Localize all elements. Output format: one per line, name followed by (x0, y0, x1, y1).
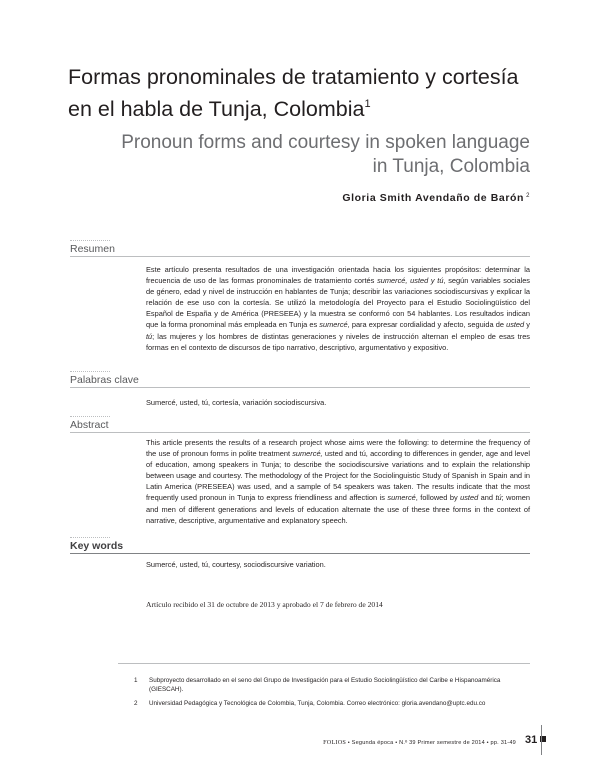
abstract-text-3b: and (478, 493, 496, 503)
key-words-text: Sumercé, usted, tú, courtesy, sociodiscursive variation. (146, 560, 326, 569)
abstract-heading: Abstract (70, 419, 530, 433)
page-number (525, 734, 546, 746)
resumen-text-2: , según variables sociales de género, edad y nivel de instrucción en hablantes de Tunja; describir las variaciones sociodiscursivas y explicar la relación de ese uso con la cortesía. Se utilizó la metodología del Proyecto para el Estudio Sociolingüístico del Español de España y de América (PRESEEA) y la muestra se conformó con 54 hablantes. Los resultados indican que la forma pronominal más empleada en Tunja es (146, 276, 530, 330)
abstract-text-2: usted and tú, according to differences in gender, age and level of education, among speakers in Tunja; to describe the sociodiscursive variations and to explain the relationship between usage and courtesy. The methodology of the Project for the Sociolinguistic Study of Spanish in Spain and in Latin America (PRESEEA) was used, and a sample of 54 speakers was taken. The results indicate that the most frequently used pronoun in Tunja to express friendliness and affection is (146, 449, 530, 503)
article-title (68, 64, 538, 123)
title-footnote-ref[interactable]: 1 (364, 98, 371, 110)
article-subtitle: Pronoun forms and courtesy in spoken language in Tunja, Colombia (121, 132, 530, 177)
palabras-clave-heading: Palabras clave (70, 374, 530, 388)
abstract-text-3: , followed by (415, 493, 461, 503)
abstract-text-4: ; women and men of different generations and levels of education alternate the use of these three forms in the context of narrative, descriptive, argumentative and explanatory speech. (146, 493, 530, 525)
resumen-em-3: usted (506, 320, 525, 330)
author-name: Gloria Smith Avendaño de Barón (342, 192, 525, 204)
footer-vertical-rule (541, 725, 542, 755)
footnote-number: 1 (134, 677, 138, 684)
footnote-divider (118, 663, 530, 664)
resumen-text-1: Este artículo presenta resultados de una investigación orientada hacia los siguientes propósitos: determinar la frecuencia de uso de las formas pronominales de tratamiento cortés (146, 265, 530, 286)
footnote-text[interactable]: Universidad Pedagógica y Tecnológica de Colombia, Tunja, Colombia. Correo electrónico: gloria.avendano@uptc.edu.co (149, 700, 486, 707)
key-words-heading: Key words (70, 540, 530, 554)
footnote-number: 2 (134, 700, 138, 707)
journal-details: • Segunda época • N.º 39 Primer semestre de 2014 • pp. 31-49 (346, 740, 516, 746)
resumen-em-3b: tú (146, 331, 153, 341)
resumen-heading: Resumen (70, 243, 530, 257)
journal-footer (323, 739, 516, 746)
footnote-text: Subproyecto desarrollado en el seno del Grupo de Investigación para el Estudio Sociolingüístico del Caribe e Hispanoamérica (GIESCAH). (149, 677, 501, 693)
abstract-em-3: usted (460, 493, 479, 503)
abstract-text-1: This article presents the results of a research project whose aims were the following: to determine the frequency of the use of pronoun forms in polite treatment (146, 438, 530, 459)
resumen-text-4: ; las mujeres y los hombres de distintas generaciones y niveles de instrucción alternan el empleo de esas tres formas en el contexto de discursos de tipo narrativo, descriptivo, argumentativo y expositivo. (146, 331, 530, 352)
abstract-em-2: sumercé (387, 493, 416, 503)
resumen-em-1: sumercé, usted y tú (377, 276, 444, 286)
article-title-text: Formas pronominales de tratamiento y cortesía en el habla de Tunja, Colombia (68, 65, 519, 121)
palabras-clave-text: Sumercé, usted, tú, cortesía, variación sociodiscursiva. (146, 398, 327, 407)
abstract-em-1: sumercé, (292, 449, 323, 459)
resumen-text-3: , para expresar cordialidad y afecto, seguida de (347, 320, 507, 330)
author-footnote-ref[interactable]: 2 (526, 193, 530, 199)
author-line (342, 192, 530, 204)
abstract-em-3b: tú (495, 493, 502, 503)
abstract-paragraph (146, 437, 530, 526)
page-number-text: 31 (525, 734, 538, 746)
resumen-em-2: sumercé (319, 320, 348, 330)
received-date-note: Artículo recibido el 31 de octubre de 2013 y aprobado el 7 de febrero de 2014 (146, 600, 383, 609)
journal-name: FOLIOS (323, 739, 346, 746)
resumen-paragraph (146, 264, 530, 353)
resumen-text-3b: y (524, 320, 531, 330)
